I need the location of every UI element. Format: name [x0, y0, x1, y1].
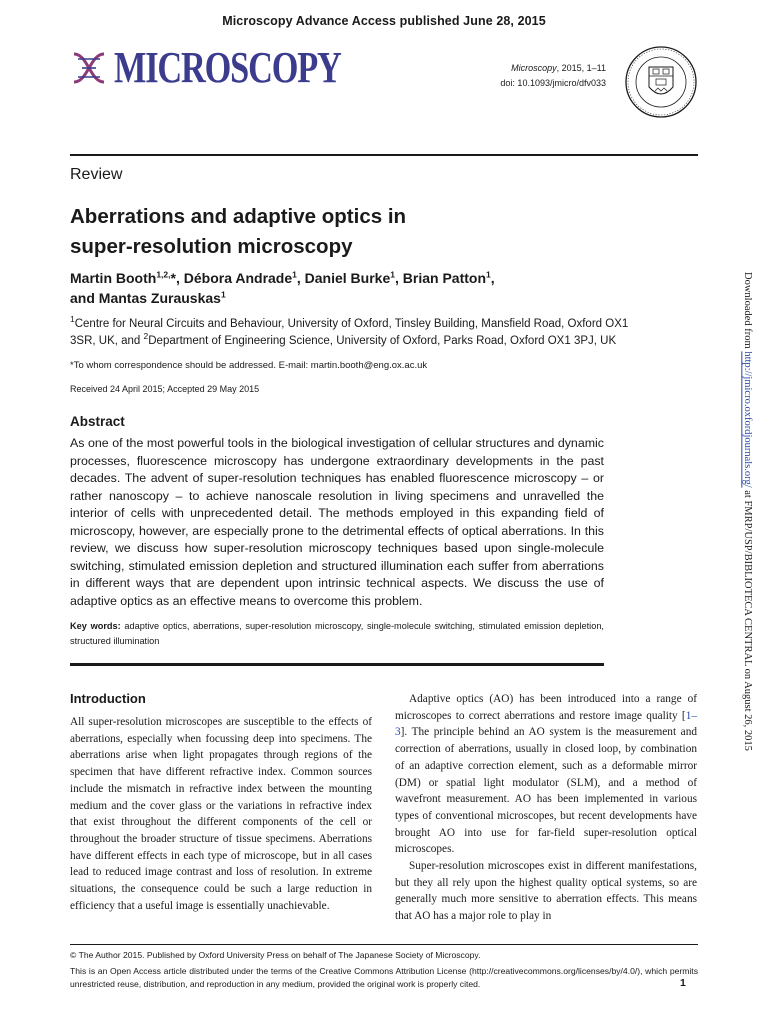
- author-separator: ,: [394, 270, 403, 286]
- introduction-left-column: All super-resolution microscopes are susceptible to the effects of aberrations, especially when focussing deep into specimens. The aberrations arise when light propagates through regions of the specimen that have different refractive index. Common sources include the mismatch in refractive index between the mounting medium and the cover glass or the variations in refractive index that exist throughout the different components of the cell or throughout the broader structure of tissue specimens. Aberrations have different effects in each type of microscope, but in all cases lead to reduced image contrast and loss of resolution. In extreme situations, the consequence could be such a large reduction in efficiency that a useful image is essentially unachievable.: [70, 716, 372, 912]
- author-name: Martin Booth: [70, 270, 157, 286]
- author-list: [70, 268, 670, 308]
- introduction-right-column: [395, 691, 697, 925]
- corresponding-star: *: [170, 270, 176, 286]
- affiliation-2: Department of Engineering Science, University of Oxford, Parks Road, Oxford OX1 3PJ, UK: [148, 334, 617, 347]
- citation-journal: Microscopy: [511, 63, 557, 73]
- keywords-list: adaptive optics, aberrations, super-resolution microscopy, single-molecule switching, stimulated emission depletion, structured illumination: [70, 621, 604, 646]
- article-citation: [470, 61, 606, 91]
- affiliation-1: Centre for Neural Circuits and Behaviour, University of Oxford, Tinsley Building, Mansfield Road, Oxford OX1 3SR, UK, and: [70, 318, 629, 347]
- paragraph-text: Adaptive optics (AO) has been introduced into a range of microscopes to correct aberrations and restore image quality [: [395, 693, 697, 722]
- society-seal-icon: [624, 45, 698, 119]
- download-suffix: at FMRP/USP/BIBLIOTECA CENTRAL on August 26, 2015: [742, 487, 753, 751]
- author-separator: ,: [490, 270, 495, 286]
- copyright-notice: © The Author 2015. Published by Oxford University Press on behalf of The Japanese Society of Microscopy.: [70, 950, 481, 960]
- footer-divider: [70, 944, 698, 945]
- title-line-1: Aberrations and adaptive optics in: [70, 205, 407, 228]
- paragraph-text: ]. The principle behind an AO system is the measurement and correction of aberrations, usually in closed loop, by combination of an adaptive correction element, such as a deformable mirror (DM) or spatial light modulator (SLM), and a method of wavefront measurement. AO has been implemented in various types of conventional microscopes, but recent developments have brought AO into use for far-field super-resolution optical microscopes.: [395, 726, 697, 856]
- affil-sup: 2: [143, 330, 149, 341]
- download-watermark: [740, 272, 754, 751]
- received-dates: Received 24 April 2015; Accepted 29 May 2015: [70, 384, 260, 394]
- header-divider: [70, 154, 698, 156]
- abstract-heading: Abstract: [70, 414, 125, 429]
- download-prefix: Downloaded from: [742, 272, 753, 352]
- page-number: 1: [680, 977, 686, 989]
- abstract-body: As one of the most powerful tools in the biological investigation of cellular structures and dynamic processes, fluorescence microscopy has undergone extraordinary developments in the past decades. The advent of super-resolution techniques has enabled fluorescence microscopy – or rather nanoscopy – to achieve nanoscale resolution in living specimens and unravelled the interior of cells with unprecedented detail. The methods employed in this expanding field of microscopy, however, are especially prone to the detrimental effects of optical aberrations. In this review, we discuss how super-resolution microscopy techniques based upon single-molecule switching, stimulated emission depletion and structured illumination each suffer from aberrations in different ways that are dependent upon intrinsic technical aspects. We discuss the use of adaptive optics as an effective means to overcome this problem.: [70, 436, 604, 608]
- author-affil-sup: 1: [486, 269, 491, 280]
- article-title: [70, 202, 630, 262]
- reference-link[interactable]: 1–3: [395, 709, 697, 739]
- author-name: Daniel Burke: [304, 270, 391, 286]
- author-affil-sup: 1,2,: [156, 269, 171, 280]
- right-paragraph-1: [395, 691, 697, 858]
- license-notice: This is an Open Access article distributed under the terms of the Creative Commons Attribution License (http://creativecommons.org/licenses/by/4.0/), which permits unrestricted reuse, distribution, and reproduction in any medium, provided the original work is properly cited.: [70, 966, 698, 989]
- right-paragraph-2: Super-resolution microscopes exist in different manifestations, but they all rely upon the highest quality optical systems, so are generally much more sensitive to aberration effects. This means that AO has a major role to play in: [395, 860, 697, 923]
- helix-logo-icon: [68, 48, 110, 88]
- introduction-heading: Introduction: [70, 691, 146, 706]
- author-separator: ,: [296, 270, 305, 286]
- author-name: and Mantas Zurauskas: [70, 290, 221, 306]
- title-line-2: super-resolution microscopy: [70, 235, 353, 258]
- author-affil-sup: 1: [220, 289, 226, 300]
- correspondence-note: *To whom correspondence should be addressed. E-mail: martin.booth@eng.ox.ac.uk: [70, 360, 428, 371]
- advance-access-banner: Microscopy Advance Access published June 28, 2015: [222, 14, 546, 28]
- keywords-label: Key words:: [70, 621, 121, 631]
- affil-sup: 1: [70, 314, 75, 325]
- journal-logo-text: MICROSCOPY: [114, 43, 341, 92]
- download-link[interactable]: http://jmicro.oxfordjournals.org/: [742, 351, 753, 488]
- abstract-divider: [70, 663, 604, 666]
- author-separator: ,: [175, 270, 184, 286]
- author-name: Débora Andrade: [183, 270, 293, 286]
- journal-logo: [68, 44, 405, 92]
- author-affil-sup: 1: [390, 269, 395, 280]
- author-name: Brian Patton: [402, 270, 486, 286]
- doi-text: doi: 10.1093/jmicro/dfv033: [500, 78, 606, 88]
- article-type: Review: [70, 166, 123, 183]
- citation-volume: , 2015, 1–11: [556, 63, 606, 73]
- keywords: [70, 619, 604, 649]
- affiliations: [70, 316, 630, 349]
- author-affil-sup: 1: [292, 269, 297, 280]
